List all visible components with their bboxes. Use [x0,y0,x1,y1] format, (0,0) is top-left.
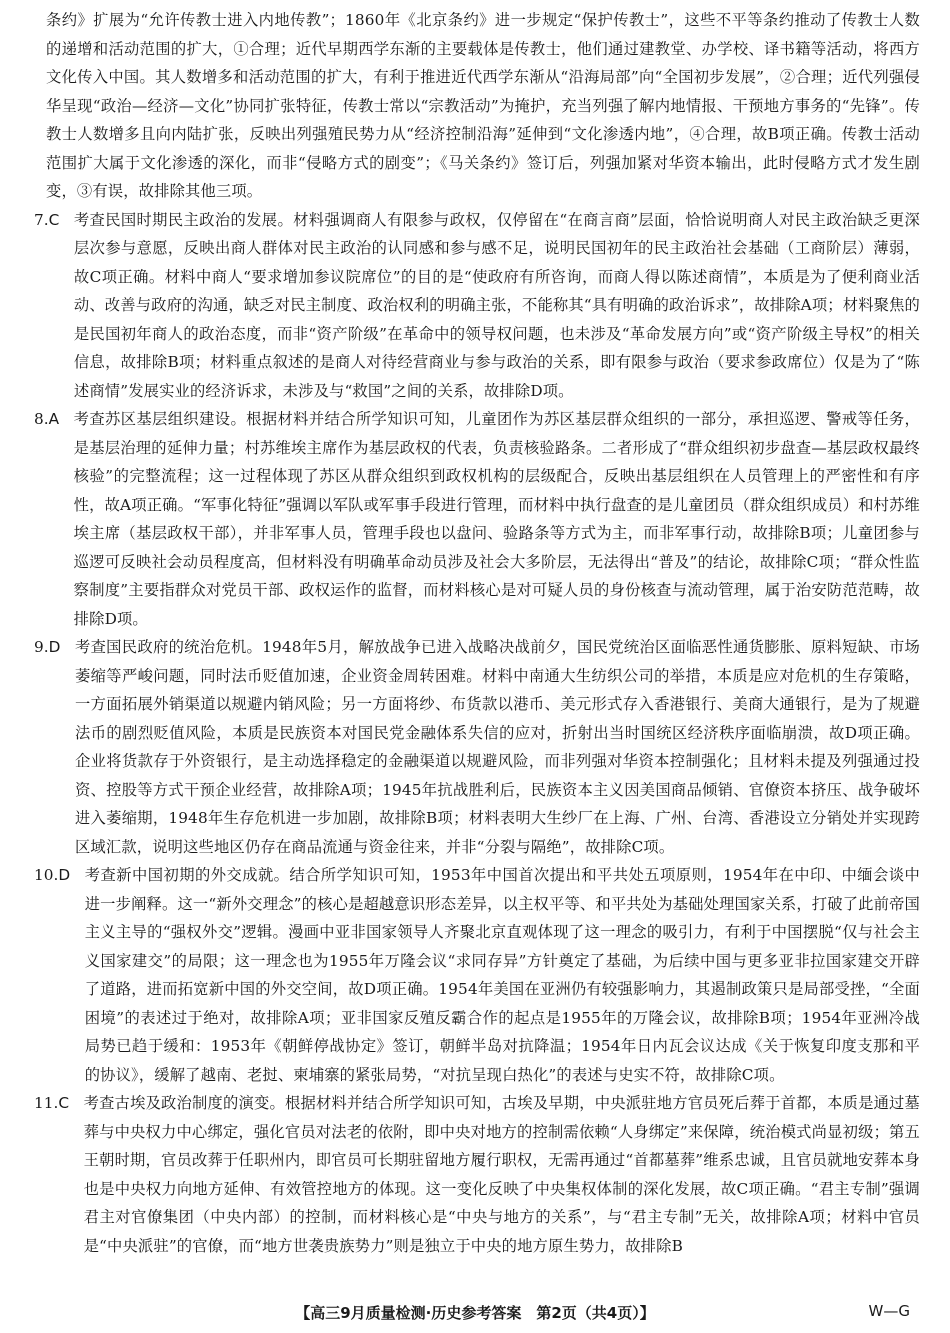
item-answer-letter: A [48,410,60,428]
footer-code: W—G [868,1302,910,1320]
answer-content [34,6,920,1260]
item-number: 7. [34,210,49,229]
item-explanation: 考查国民政府的统治危机。1948年5月，解放战争已进入战略决战前夕，国民党统治区面临恶性通货膨胀、原料短缺、市场萎缩等严峻问题，同时法币贬值加速，企业资金周转困难。材料中南通大生纺织公司的举措，本质是应对危机的生存策略，一方面拓展外销渠道以规避内销风险；另一方面将纱、布货款以港币、美元形式存入香港银行、美商大通银行，是为了规避法币的剧烈贬值风险，本质是民族资本对国民党金融体系失信的应对，折射出当时国统区经济秩序面临崩溃，故D项正确。企业将货款存于外资银行，是主动选择稳定的金融渠道以规避风险，而非列强对华资本控制强化；且材料未提及列强通过投资、控股等方式干预企业经营，故排除A项；1945年抗战胜利后，民族资本主义因美国商品倾销、官僚资本挤压、战争破坏进入萎缩期，1948年生存危机进一步加剧，故排除B项；材料表明大生纱厂在上海、广州、台湾、香港设立分销处并实现跨区域汇款，说明这些地区仍存在商品流通与资金往来，并非“分裂与隔绝”，故排除C项。 [74,638,920,856]
item-answer-letter: D [58,866,71,884]
item-answer-letter: D [48,638,61,656]
item-answer-letter: C [48,210,60,229]
footer-title: 【高三9月质量检测·历史参考答案 第2页（共4页）】 [295,1304,655,1322]
item-number: 11. [34,1094,59,1112]
answer-list [34,206,920,1261]
page-footer [0,1296,950,1326]
answer-item [34,1089,920,1260]
item-explanation: 考查新中国初期的外交成就。结合所学知识可知，1953年中国首次提出和平共处五项原则，1954年在中印、中缅会谈中进一步阐释。这一“新外交理念”的核心是超越意识形态差异，以主权平等、和平共处为基础处理国家关系，打破了此前帝国主义主导的“强权外交”逻辑。漫画中亚非国家领导人齐聚北京直观体现了这一理念的吸引力，有利于中国摆脱“仅与社会主义国家建交”的局限；这一理念也为1955年万隆会议“求同存异”方针奠定了基础，为后续中国与更多亚非拉国家建交开辟了道路，进而拓宽新中国的外交空间，故D项正确。1954年美国在亚洲仍有较强影响力，其遏制政策只是局部受挫，“全面困境”的表述过于绝对，故排除A项；亚非国家反殖反霸合作的起点是1955年的万隆会议，故排除B项；1954年亚洲冷战局势已趋于缓和：1953年《朝鲜停战协定》签订，朝鲜半岛对抗降温；1954年日内瓦会议达成《关于恢复印度支那和平的协议》，缓解了越南、老挝、柬埔寨的紧张局势，“对抗呈现白热化”的表述与史实不符，故排除C项。 [84,866,920,1084]
item-number: 8. [34,410,49,428]
item-number: 9. [34,638,49,656]
item-explanation: 考查苏区基层组织建设。根据材料并结合所学知识可知，儿童团作为苏区基层群众组织的一部分，承担巡逻、警戒等任务，是基层治理的延伸力量；村苏维埃主席作为基层政权的代表，负责核验路条。二者形成了“群众组织初步盘查—基层政权最终核验”的完整流程；这一过程体现了苏区从群众组织到政权机构的层级配合，反映出基层组织在人员管理上的严密性和有序性，故A项正确。“军事化特征”强调以军队或军事手段进行管理，而材料中执行盘查的是儿童团员（群众组织成员）和村苏维埃主席（基层政权干部），并非军事人员，管理手段也以盘问、验路条等方式为主，而非军事行动，故排除B项；儿童团参与巡逻可反映社会动员程度高，但材料没有明确革命动员涉及社会大多阶层，无法得出“普及”的结论，故排除C项；“群众性监察制度”主要指群众对党员干部、政权运作的监督，而材料核心是对可疑人员的身份核查与流动管理，属于治安防范范畴，故排除D项。 [73,410,920,628]
item-explanation: 考查古埃及政治制度的演变。根据材料并结合所学知识可知，古埃及早期，中央派驻地方官员死后葬于首都，本质是通过墓葬与中央权力中心绑定，强化官员对法老的依附，即中央对地方的控制需依赖“人身绑定”来保障，统治模式尚显初级；第五王朝时期，官员改葬于任职州内，即官员可长期驻留地方履行职权，无需再通过“首都墓葬”维系忠诚，且官员就地安葬本身也是中央权力向地方延伸、有效管控地方的体现。这一变化反映了中央集权体制的深化发展，故C项正确。“君主专制”强调君主对官僚集团（中央内部）的控制，而材料核心是“中央与地方的关系”，与“君主专制”无关，故排除A项；材料中官员是“中央派驻”的官僚，而“地方世袭贵族势力”则是独立于中央的地方原生势力，故排除B [83,1094,920,1255]
continuation-paragraph: 条约》扩展为“允许传教士进入内地传教”；1860年《北京条约》进一步规定“保护传教士”，这些不平等条约推动了传教士人数的递增和活动范围的扩大，①合理；近代早期西学东渐的主要载体是传教士，他们通过建教堂、办学校、译书籍等活动，将西方文化传入中国。其人数增多和活动范围的扩大，有利于推进近代西学东渐从“沿海局部”向“全国初步发展”，②合理；近代列强侵华呈现“政治—经济—文化”协同扩张特征，传教士常以“宗教活动”为掩护，充当列强了解内地情报、干预地方事务的“先锋”。传教士人数增多且向内陆扩张，反映出列强殖民势力从“经济控制沿海”延伸到“文化渗透内地”，④合理，故B项正确。传教士活动范围扩大属于文化渗透的深化，而非“侵略方式的剧变”；《马关条约》签订后，列强加紧对华资本输出，此时侵略方式才发生剧变，③有误，故排除其他三项。 [46,11,920,200]
answer-item [34,206,920,406]
item-explanation: 考查民国时期民主政治的发展。材料强调商人有限参与政权，仅停留在“在商言商”层面，恰恰说明商人对民主政治缺乏更深层次参与意愿，反映出商人群体对民主政治的认同感和参与感不足，说明民国初年的民主政治社会基础（工商阶层）薄弱，故C项正确。材料中商人“要求增加参议院席位”的目的是“使政府有所咨询，而商人得以陈述商情”，本质是为了便利商业活动、改善与政府的沟通，缺乏对民主制度、政治权利的明确主张，不能称其“具有明确的政治诉求”，故排除A项；材料聚焦的是民国初年商人的政治态度，而非“资产阶级”在革命中的领导权问题，也未涉及“革命发展方向”或“资产阶级主导权”的相关信息，故排除B项；材料重点叙述的是商人对待经营商业与参与政治的关系，即有限参与政治（要求参政席位）仅是为了“陈述商情”发展实业的经济诉求，未涉及与“救国”之间的关系，故排除D项。 [73,210,920,400]
answer-item [34,633,920,861]
item-number: 10. [34,866,59,884]
item-answer-letter: C [58,1094,70,1112]
answer-item [34,405,920,633]
answer-item [34,861,920,1089]
